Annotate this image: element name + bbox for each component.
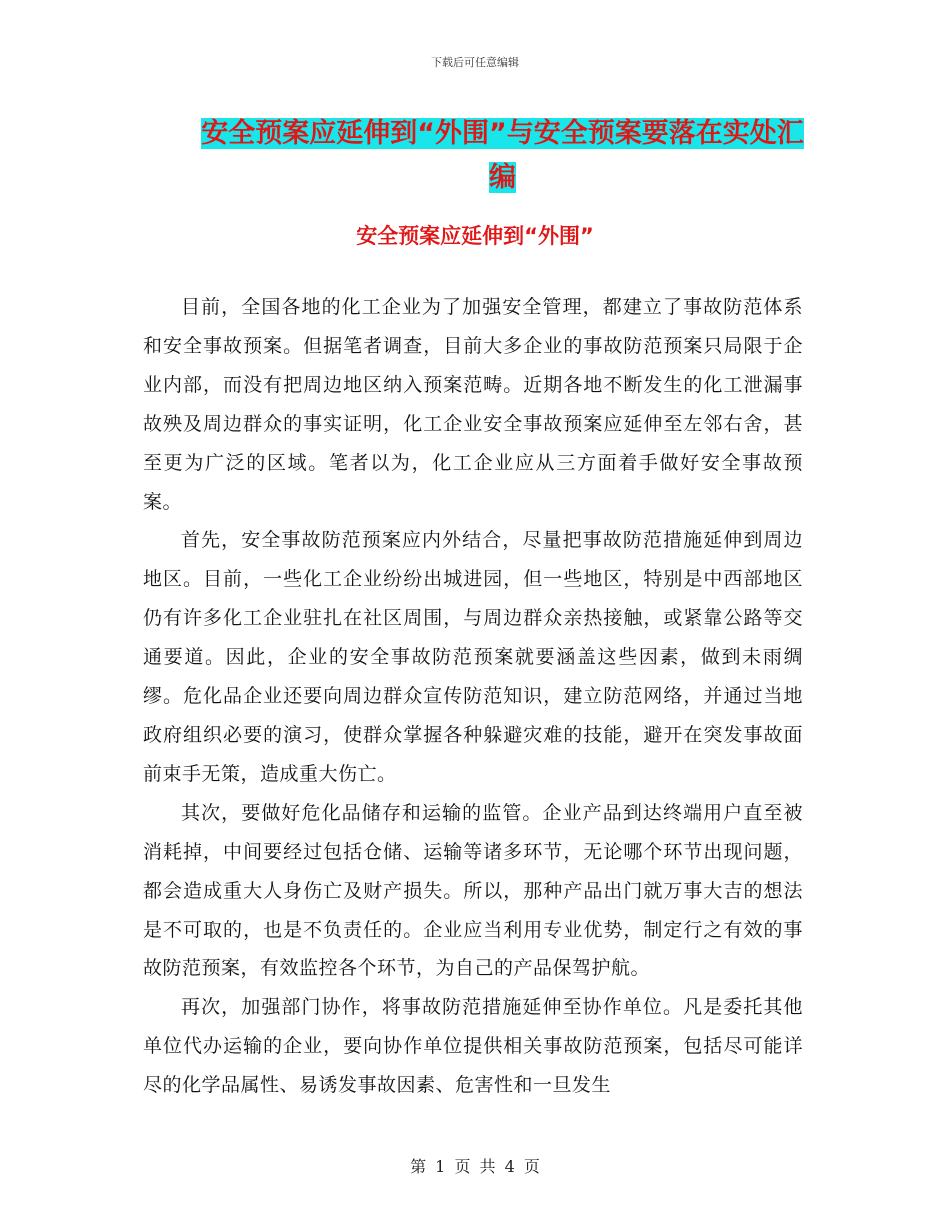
body-text [143, 288, 803, 1105]
paragraph: 其次，要做好危化品储存和运输的监管。企业产品到达终端用户直至被消耗掉，中间要经过包括仓储、运输等诸多环节，无论哪个环节出现问题，都会造成重大人身伤亡及财产损失。所以，那种产品出门就万事大吉的想法是不可取的，也是不负责任的。企业应当利用专业优势，制定行之有效的事故防范预案，有效监控各个环节，为自己的产品保驾护航。 [143, 801, 803, 980]
page-footer: 第 1 页 共 4 页 [410, 1157, 540, 1176]
paragraph: 目前，全国各地的化工企业为了加强安全管理，都建立了事故防范体系和安全事故预案。但据笔者调查，目前大多企业的事故防范预案只局限于企业内部，而没有把周边地区纳入预案范畴。近期各地不断发生的化工泄漏事故殃及周边群众的事实证明，化工企业安全事故预案应延伸至左邻右舍，甚至更为广泛的区域。笔者以为，化工企业应从三方面着手做好安全事故预案。 [143, 296, 803, 513]
document-title-text: 安全预案应延伸到“外围”与安全预案要落在实处汇编 [201, 118, 804, 193]
paragraph: 首先，安全事故防范预案应内外结合，尽量把事故防范措施延伸到周边地区。目前，一些化工企业纷纷出城进园，但一些地区，特别是中西部地区仍有许多化工企业驻扎在社区周围，与周边群众亲热接触，或紧靠公路等交通要道。因此，企业的安全事故防范预案就要涵盖这些因素，做到未雨绸缪。危化品企业还要向周边群众宣传防范知识，建立防范网络，并通过当地政府组织必要的演习，使群众掌握各种躲避灾难的技能，避开在突发事故面前束手无策，造成重大伤亡。 [143, 529, 803, 785]
section-title: 安全预案应延伸到“外围” [356, 224, 594, 248]
paragraph: 再次，加强部门协作，将事故防范措施延伸至协作单位。凡是委托其他单位代办运输的企业，要向协作单位提供相关事故防范预案，包括尽可能详尽的化学品属性、易诱发事故因素、危害性和一旦发生 [143, 996, 803, 1097]
document-title [190, 112, 815, 200]
page-header-note: 下载后可任意编辑 [431, 56, 519, 69]
